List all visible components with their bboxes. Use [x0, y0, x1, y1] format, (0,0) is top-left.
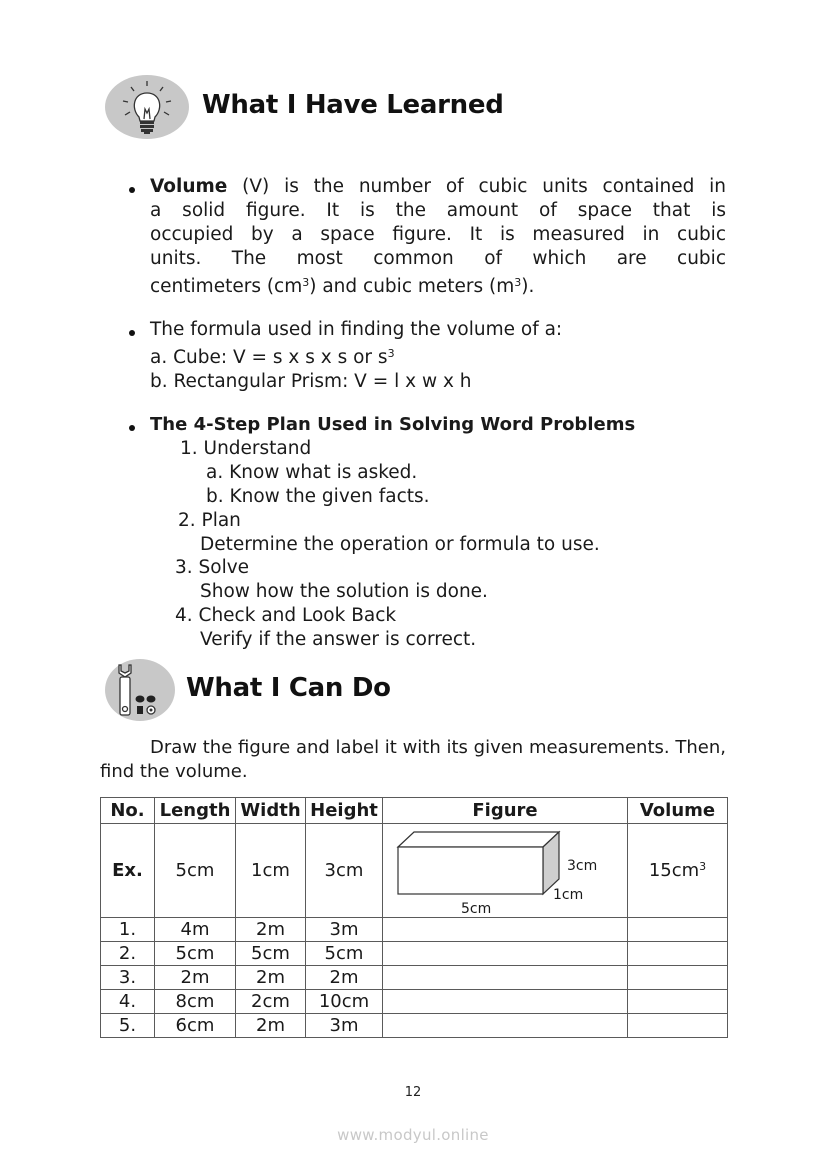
cell-no: 1.	[101, 918, 155, 942]
section-title-what-i-can-do: What I Can Do	[186, 673, 391, 703]
cell-height: 2m	[306, 966, 383, 990]
formula-rectangular-prism: b. Rectangular Prism: V = l x w x h	[150, 371, 472, 392]
step-4-title: 4. Check and Look Back	[175, 605, 397, 626]
cell-volume: $15cm^3$	[628, 824, 728, 918]
cell-figure	[383, 942, 628, 966]
cell-figure	[383, 824, 628, 918]
volume-definition-line-2: a solid figure. It is the amount of space that is	[150, 200, 726, 221]
step-1-sub-a: a. Know what is asked.	[206, 462, 418, 483]
section-title-what-i-have-learned: What I Have Learned	[202, 90, 504, 120]
formula-block	[150, 318, 726, 394]
cell-volume	[628, 1014, 728, 1038]
figure-label-width: 1cm	[553, 887, 584, 903]
cell-no: 5.	[101, 1014, 155, 1038]
table-row	[101, 918, 728, 942]
cell-volume	[628, 918, 728, 942]
cell-height: 3cm	[306, 824, 383, 918]
step-2-desc: Determine the operation or formula to use.	[200, 534, 600, 555]
cell-width: 2m	[236, 918, 306, 942]
volume-definition	[150, 175, 726, 299]
volume-term: Volume	[150, 176, 228, 197]
formula-cube: a. Cube: V = s x s x s or $s^3$	[150, 347, 395, 368]
figure-label-height: 3cm	[567, 858, 598, 874]
cell-height: 10cm	[306, 990, 383, 1014]
cell-width: 2cm	[236, 990, 306, 1014]
cell-no: 3.	[101, 966, 155, 990]
cell-no: 4.	[101, 990, 155, 1014]
table-row	[101, 966, 728, 990]
watermark: www.modyul.online	[337, 1126, 489, 1144]
header-height: Height	[306, 798, 383, 824]
header-width: Width	[236, 798, 306, 824]
cell-figure	[383, 918, 628, 942]
cell-figure	[383, 990, 628, 1014]
instruction-line-1: Draw the figure and label it with its given measurements. Then,	[150, 737, 726, 758]
cell-height: 3m	[306, 1014, 383, 1038]
step-4-desc: Verify if the answer is correct.	[200, 629, 477, 650]
rectangular-prism-figure	[383, 824, 627, 917]
cell-width: 5cm	[236, 942, 306, 966]
cell-height: 5cm	[306, 942, 383, 966]
step-1-title: 1. Understand	[180, 438, 312, 459]
volume-definition-line-5: centimeters $(cm^3)$ and cubic meters $(m^3)$.	[150, 276, 535, 297]
step-2-title: 2. Plan	[178, 510, 241, 531]
cell-volume	[628, 942, 728, 966]
table-row	[101, 990, 728, 1014]
cell-length: 5cm	[155, 824, 236, 918]
cell-length: 5cm	[155, 942, 236, 966]
cell-no: Ex.	[101, 824, 155, 918]
bullet-icon	[129, 330, 135, 336]
volume-definition-line-1: Volume (V) is the number of cubic units contained in	[150, 176, 726, 197]
bullet-icon	[129, 187, 135, 193]
figure-label-length: 5cm	[461, 901, 492, 917]
header-no: No.	[101, 798, 155, 824]
volume-definition-line-4: units. The most common of which are cubic	[150, 248, 726, 269]
header-volume: Volume	[628, 798, 728, 824]
step-3-title: 3. Solve	[175, 557, 250, 578]
volume-definition-line-3: occupied by a space figure. It is measured in cubic	[150, 224, 726, 245]
table-row	[101, 942, 728, 966]
wrench-tools-icon	[105, 659, 175, 721]
page-number: 12	[404, 1085, 422, 1100]
formula-intro: The formula used in finding the volume of a:	[150, 319, 563, 340]
step-3-desc: Show how the solution is done.	[200, 581, 488, 602]
four-step-plan-heading: The 4-Step Plan Used in Solving Word Problems	[150, 414, 636, 435]
cell-width: 2m	[236, 1014, 306, 1038]
header-figure: Figure	[383, 798, 628, 824]
cell-figure	[383, 1014, 628, 1038]
cell-length: 4m	[155, 918, 236, 942]
cell-length: 6cm	[155, 1014, 236, 1038]
step-1-sub-b: b. Know the given facts.	[206, 486, 430, 507]
bullet-icon	[129, 425, 135, 431]
cell-height: 3m	[306, 918, 383, 942]
cell-figure	[383, 966, 628, 990]
table-row	[101, 1014, 728, 1038]
instruction-line-2: find the volume.	[100, 761, 248, 782]
table-row-example	[101, 824, 728, 918]
lightbulb-icon	[105, 75, 189, 139]
cell-volume	[628, 990, 728, 1014]
cell-width: 2m	[236, 966, 306, 990]
cell-length: 2m	[155, 966, 236, 990]
volume-table	[100, 797, 728, 1038]
table-header-row	[101, 798, 728, 824]
cell-length: 8cm	[155, 990, 236, 1014]
cell-no: 2.	[101, 942, 155, 966]
cell-width: 1cm	[236, 824, 306, 918]
header-length: Length	[155, 798, 236, 824]
cell-volume	[628, 966, 728, 990]
